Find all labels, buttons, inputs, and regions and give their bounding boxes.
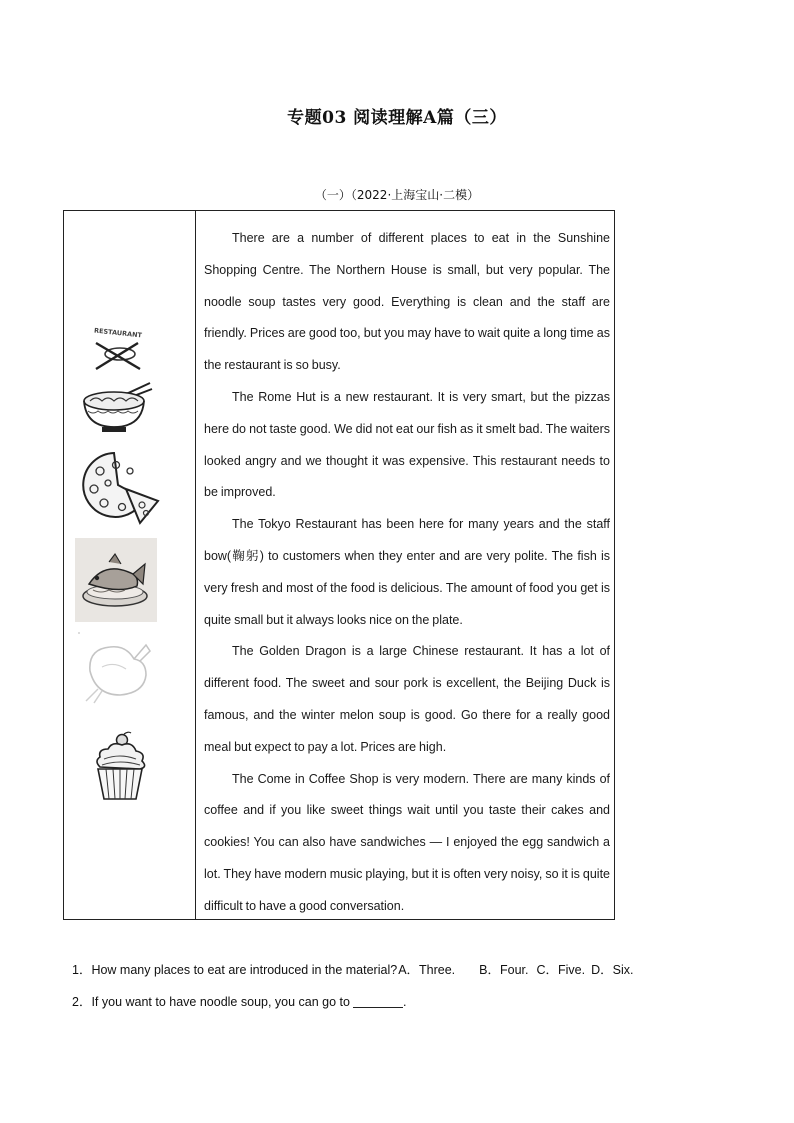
restaurant-sign-label: RESTAURANT — [93, 326, 143, 340]
option-b[interactable]: B．Four. — [479, 963, 529, 977]
roast-duck-icon — [76, 631, 156, 707]
image-column — [64, 211, 196, 919]
question-list — [72, 958, 752, 1022]
passage-text — [204, 223, 610, 923]
option-a[interactable]: A．Three. — [398, 963, 456, 977]
noodle-bowl-icon — [78, 381, 156, 435]
passage-paragraph: The Come in Coffee Shop is very modern. There are many kinds of coffee and if you like sweet things wait until you taste their cakes and cookies! You can also have sandwiches — I enjoyed the egg sandwich a lot. They have modern music playing, but it is often very noisy, so it is quite difficult to have a good conversation. — [204, 771, 610, 913]
question-number: 1． — [72, 963, 92, 977]
option-c[interactable]: C．Five. — [536, 963, 586, 977]
answer-blank[interactable] — [353, 993, 403, 1008]
cupcake-icon — [92, 731, 148, 803]
question-number: 2． — [72, 995, 92, 1009]
question-1 — [72, 958, 752, 990]
passage-paragraph: There are a number of different places to eat in the Sunshine Shopping Centre. The Northern House is small, but very popular. The noodle soup tastes very good. Everything is clean and the staff are friendly. Prices are good too, but you may have to wait quite a long time as the restaurant is so busy. — [204, 231, 610, 373]
reading-table — [63, 210, 615, 920]
question-text: How many places to eat are introduced in the material? — [91, 963, 398, 977]
question-tail: . — [402, 995, 407, 1009]
option-d[interactable]: D．Six. — [591, 963, 634, 977]
passage-paragraph: The Tokyo Restaurant has been here for many years and the staff bow(鞠躬) to customers when they enter and are very polite. The fish is very fresh and most of the food is delicious. The amount of food you get is quite small but it always looks nice on the plate. — [204, 517, 610, 627]
section-subtitle: （一）（2022·上海宝山·二模） — [314, 188, 480, 202]
passage-paragraph: The Rome Hut is a new restaurant. It is very smart, but the pizzas here do not taste good. We did not eat our fish as it smelt bad. The waiters looked angry and we thought it was expensive. This restaurant needs to be improved. — [204, 389, 610, 500]
passage-paragraph: The Golden Dragon is a large Chinese restaurant. It has a lot of different food. The sweet and sour pork is excellent, the Beijing Duck is famous, and the winter melon soup is good. Go there for a really good meal but expect to pay a lot. Prices are high. — [204, 644, 610, 754]
question-2 — [72, 990, 752, 1022]
pizza-icon — [78, 449, 162, 527]
fish-dish-icon — [75, 538, 157, 622]
question-text: If you want to have noodle soup, you can go to — [91, 995, 350, 1009]
restaurant-sign-icon — [88, 323, 148, 373]
page-title: 专题03 阅读理解A篇（三） — [287, 108, 507, 128]
